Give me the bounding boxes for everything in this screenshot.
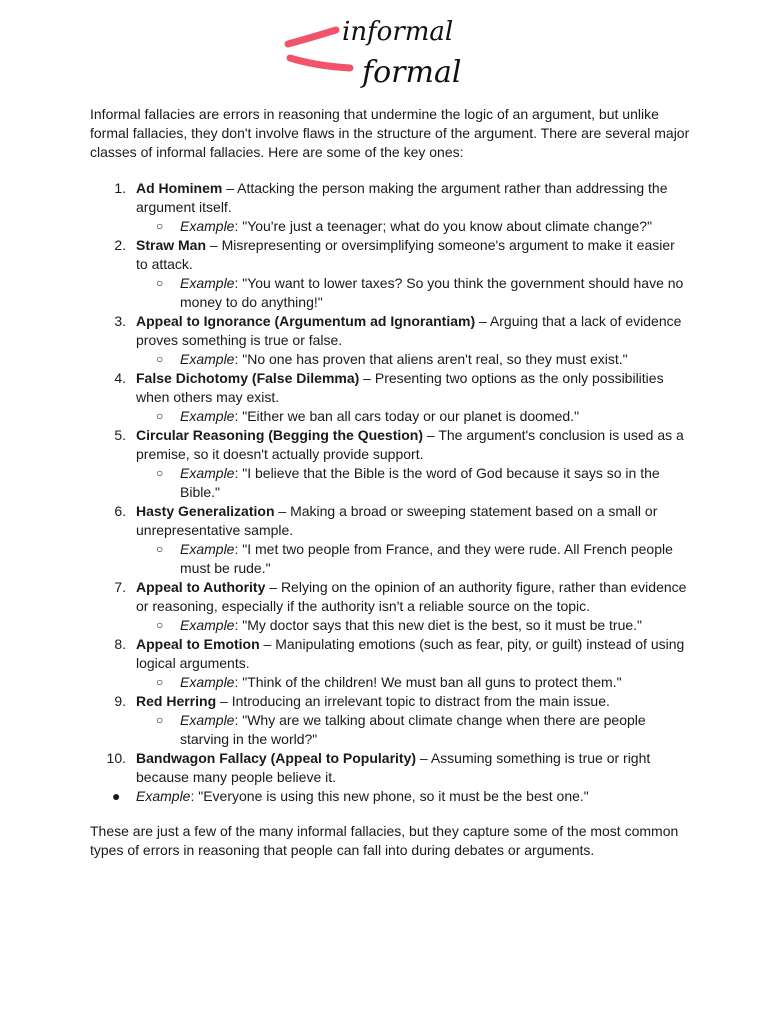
fallacy-definition <box>90 692 690 711</box>
hollow-bullet-icon: ○ <box>156 675 164 689</box>
example-line <box>90 217 690 236</box>
red-stroke-top <box>288 30 336 44</box>
example-label: Example <box>180 617 235 633</box>
fallacy-definition <box>90 179 690 217</box>
example-label: Example <box>180 218 235 234</box>
red-stroke-bottom <box>290 58 350 68</box>
fallacy-item <box>90 236 690 312</box>
item-number: 8. <box>114 636 126 652</box>
fallacy-term: Appeal to Emotion <box>136 636 260 652</box>
fallacy-item <box>90 312 690 369</box>
bullet-icon: ● <box>112 788 121 804</box>
example-label: Example <box>180 465 235 481</box>
fallacy-term: Circular Reasoning (Begging the Question) <box>136 427 424 443</box>
example-line <box>90 350 690 369</box>
fallacy-term: Appeal to Ignorance (Argumentum ad Ignorantiam) <box>136 313 476 329</box>
fallacy-term: False Dichotomy (False Dilemma) <box>136 370 360 386</box>
example-line <box>90 407 690 426</box>
example-label: Example <box>180 674 235 690</box>
example-line <box>90 274 690 312</box>
fallacy-definition <box>90 749 690 787</box>
item-number: 3. <box>114 313 126 329</box>
logo-line2: formal <box>362 55 462 90</box>
intro-paragraph: Informal fallacies are errors in reasoning that undermine the logic of an argument, but unlike formal fallacies, they don't involve flaws in the structure of the argument. There are several major classes of informal fallacies. Here are some of the key ones: <box>90 106 690 160</box>
hollow-bullet-icon: ○ <box>156 276 164 290</box>
example-text: : "Either we ban all cars today or our planet is doomed." <box>234 408 580 424</box>
example-label: Example <box>180 712 235 728</box>
fallacy-description: – Arguing that a lack of evidence proves something is true or false. <box>136 313 682 348</box>
fallacy-term: Straw Man <box>136 237 207 253</box>
fallacy-term: Red Herring <box>136 693 217 709</box>
fallacy-definition <box>90 635 690 673</box>
item-number: 6. <box>114 503 126 519</box>
fallacy-item <box>90 635 690 692</box>
hollow-bullet-icon: ○ <box>156 618 164 632</box>
fallacy-description: – The argument's conclusion is used as a premise, so it doesn't actually provide support. <box>136 427 684 462</box>
example-label: Example <box>180 408 235 424</box>
fallacy-description: – Manipulating emotions (such as fear, pity, or guilt) instead of using logical arguments. <box>136 636 685 671</box>
example-label: Example <box>180 275 235 291</box>
item-number: 5. <box>114 427 126 443</box>
fallacy-item <box>90 578 690 635</box>
example-text: : "Think of the children! We must ban all guns to protect them." <box>234 674 622 690</box>
fallacy-definition <box>90 236 690 274</box>
fallacy-definition <box>90 578 690 616</box>
item-number: 1. <box>114 180 126 196</box>
example-text: : "I met two people from France, and they were rude. All French people must be rude." <box>180 541 673 576</box>
fallacy-item <box>90 369 690 426</box>
example-label: Example <box>180 351 235 367</box>
example-line <box>90 673 690 692</box>
example-label: Example <box>180 541 235 557</box>
hollow-bullet-icon: ○ <box>156 542 164 556</box>
fallacy-item <box>90 749 690 787</box>
hollow-bullet-icon: ○ <box>156 219 164 233</box>
item-number: 10. <box>106 750 126 766</box>
fallacy-item <box>90 502 690 578</box>
fallacy-definition <box>90 369 690 407</box>
fallacy-description: – Assuming something is true or right because many people believe it. <box>136 750 651 785</box>
example-text: : "Everyone is using this new phone, so it must be the best one." <box>190 788 589 804</box>
closing-paragraph: These are just a few of the many informal fallacies, but they capture some of the most common types of errors in reasoning that people can fall into during debates or arguments. <box>90 823 679 858</box>
hollow-bullet-icon: ○ <box>156 352 164 366</box>
hollow-bullet-icon: ○ <box>156 466 164 480</box>
example-text: : "I believe that the Bible is the word of God because it says so in the Bible." <box>180 465 660 500</box>
fallacy-item <box>90 426 690 502</box>
item-number: 2. <box>114 237 126 253</box>
example-label: Example <box>136 788 191 804</box>
document-body <box>90 105 690 860</box>
logo-line1: informal <box>342 17 454 47</box>
example-line <box>90 464 690 502</box>
handwritten-logo <box>280 8 510 98</box>
item-number: 9. <box>114 693 126 709</box>
example-line <box>90 616 690 635</box>
fallacy-definition <box>90 502 690 540</box>
fallacy-list <box>90 179 690 787</box>
fallacy-description: – Making a broad or sweeping statement based on a small or unrepresentative sample. <box>136 503 658 538</box>
item-number: 4. <box>114 370 126 386</box>
example-line <box>90 540 690 578</box>
example-text: : "You're just a teenager; what do you know about climate change?" <box>234 218 653 234</box>
orphan-example <box>90 787 690 806</box>
fallacy-description: – Attacking the person making the argument rather than addressing the argument itself. <box>136 180 668 215</box>
example-text: : "You want to lower taxes? So you think the government should have no money to do anything!" <box>180 275 684 310</box>
fallacy-description: – Introducing an irrelevant topic to distract from the main issue. <box>216 693 610 709</box>
fallacy-term: Bandwagon Fallacy (Appeal to Popularity) <box>136 750 417 766</box>
example-text: : "Why are we talking about climate change when there are people starving in the world?" <box>180 712 646 747</box>
fallacy-term: Hasty Generalization <box>136 503 275 519</box>
example-line <box>90 711 690 749</box>
fallacy-description: – Presenting two options as the only possibilities when others may exist. <box>136 370 664 405</box>
fallacy-description: – Misrepresenting or oversimplifying someone's argument to make it easier to attack. <box>136 237 675 272</box>
hollow-bullet-icon: ○ <box>156 713 164 727</box>
example-text: : "My doctor says that this new diet is the best, so it must be true." <box>234 617 643 633</box>
fallacy-item <box>90 179 690 236</box>
example-text: : "No one has proven that aliens aren't real, so they must exist." <box>234 351 628 367</box>
fallacy-item <box>90 692 690 749</box>
fallacy-definition <box>90 312 690 350</box>
fallacy-definition <box>90 426 690 464</box>
item-number: 7. <box>114 579 126 595</box>
fallacy-term: Ad Hominem <box>136 180 223 196</box>
fallacy-term: Appeal to Authority <box>136 579 266 595</box>
fallacy-description: – Relying on the opinion of an authority figure, rather than evidence or reasoning, especially if the authority isn't a reliable source on the topic. <box>136 579 687 614</box>
hollow-bullet-icon: ○ <box>156 409 164 423</box>
